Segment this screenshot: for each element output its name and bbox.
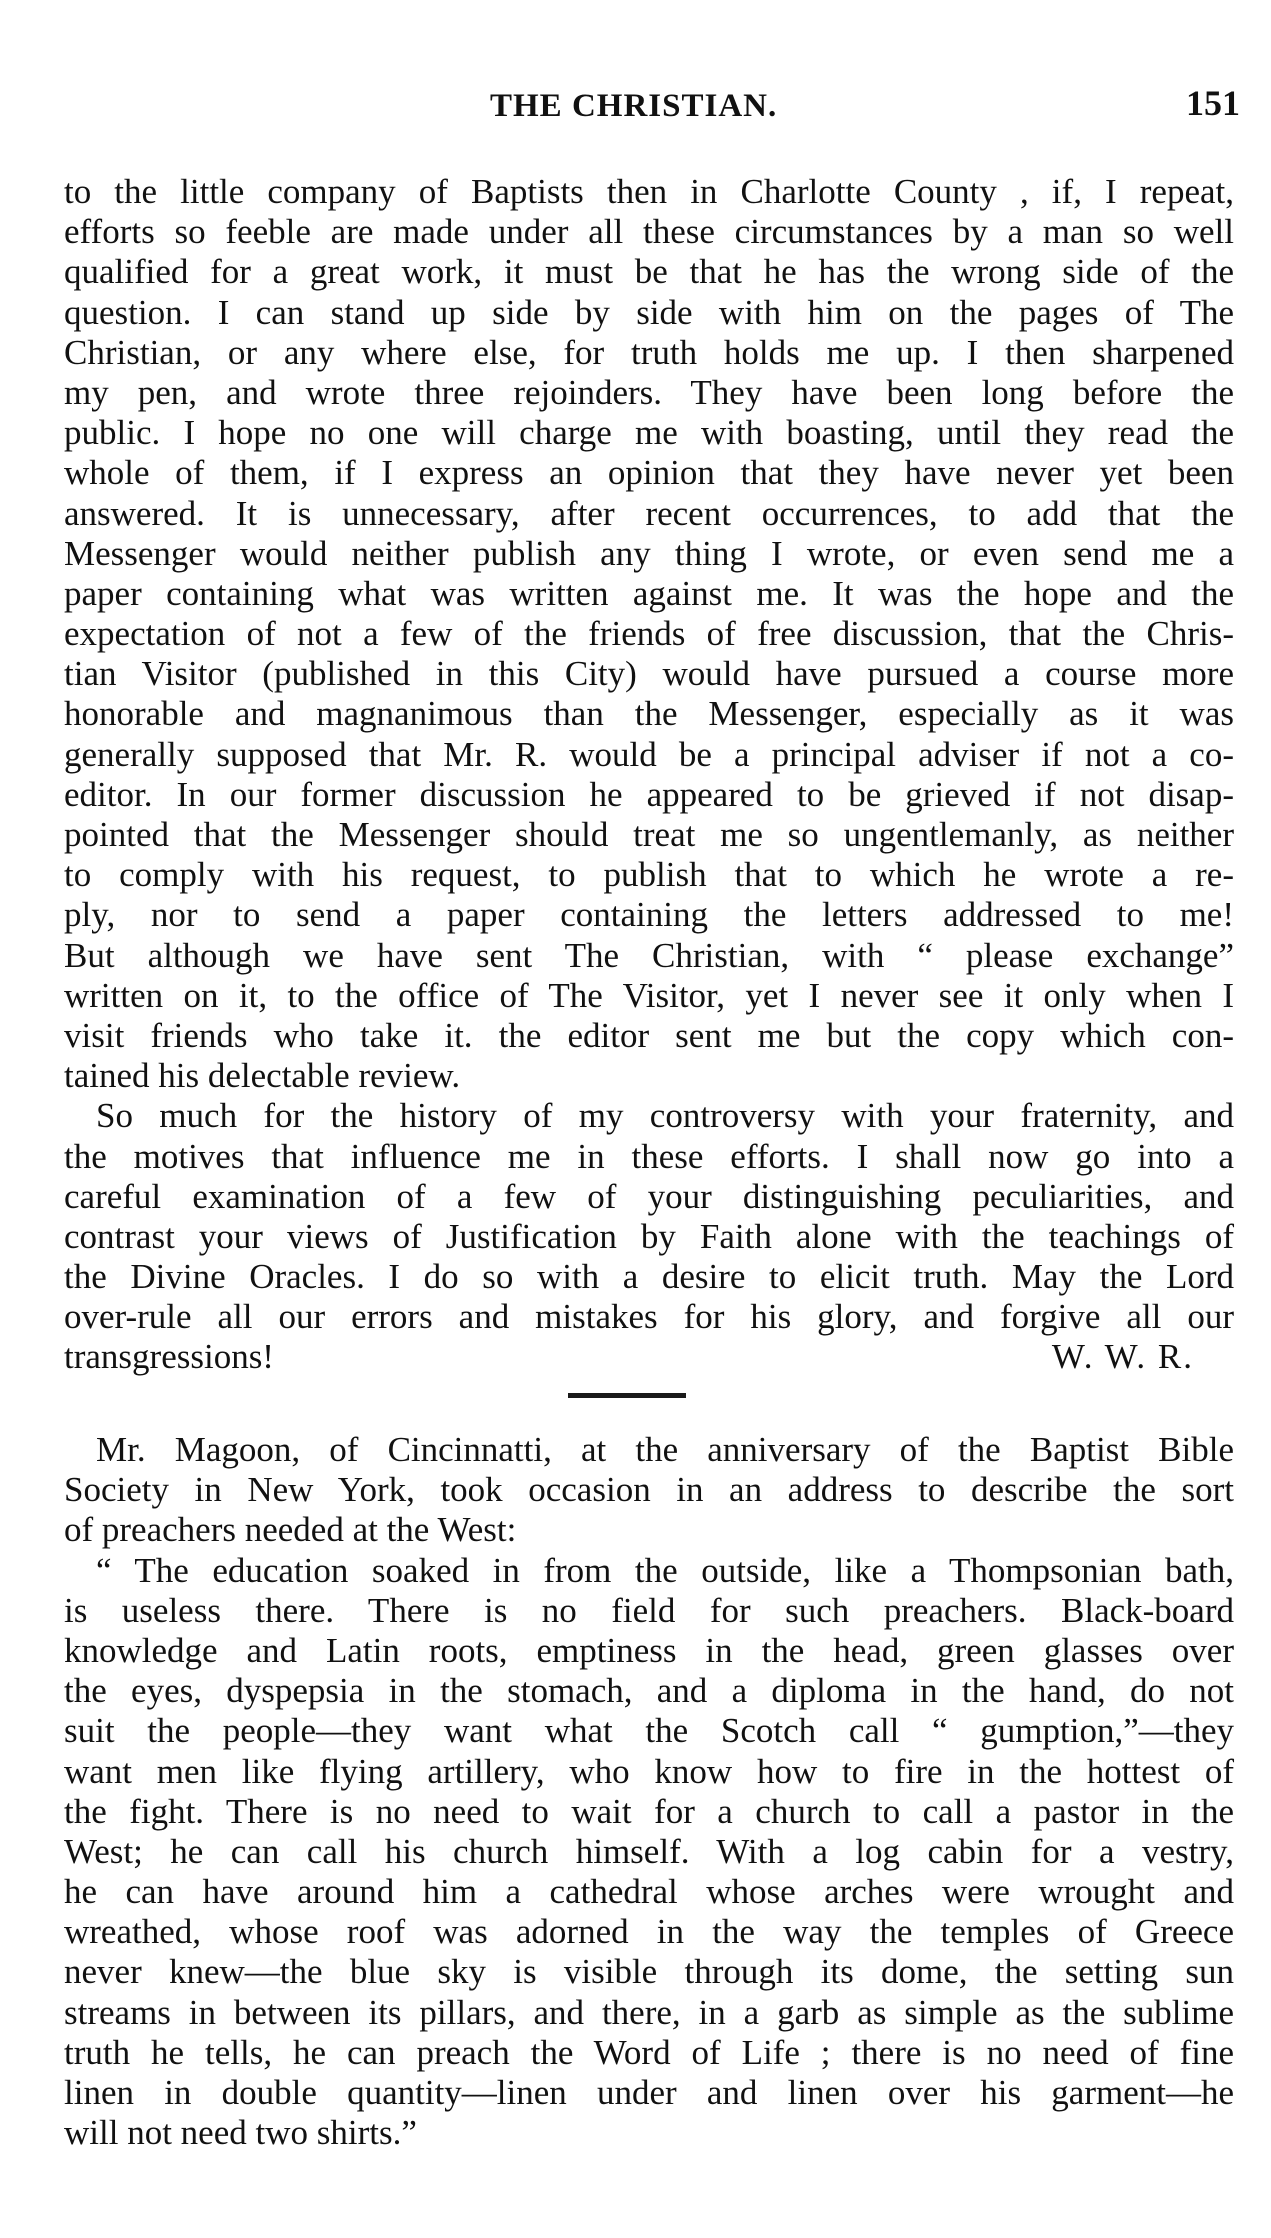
paragraph-2	[64, 1096, 1234, 1377]
text-line: written on it, to the office of The Visitor, yet I never see it only when I	[64, 975, 1234, 1015]
text-line: of preachers needed at the West:	[64, 1510, 517, 1550]
paragraph-1	[64, 172, 1234, 1096]
text-line: to the little company of Baptists then in Charlotte County , if, I repeat,	[64, 172, 1234, 211]
text-line: Christian, or any where else, for truth holds me up. I then sharpened	[64, 332, 1234, 372]
text-line: the fight. There is no need to wait for a church to call a pastor in the	[64, 1791, 1234, 1831]
running-head	[60, 83, 1240, 138]
text-line: the Divine Oracles. I do so with a desire to elicit truth. May the Lord	[64, 1257, 1234, 1297]
text-line: paper containing what was written against me. It was the hope and the	[64, 573, 1234, 613]
text-line: the eyes, dyspepsia in the stomach, and a diploma in the hand, do not	[64, 1671, 1234, 1711]
text-line: contrast your views of Justification by Faith alone with the teachings of	[64, 1216, 1234, 1256]
text-line: is useless there. There is no field for such preachers. Black-board	[64, 1590, 1234, 1630]
text-line: visit friends who take it. the editor sent me but the copy which con-	[64, 1015, 1234, 1055]
section-divider	[568, 1393, 686, 1398]
text-line: to comply with his request, to publish that to which he wrote a re-	[64, 855, 1234, 895]
text-line: the motives that influence me in these efforts. I shall now go into a	[64, 1136, 1234, 1176]
text-line: ply, nor to send a paper containing the letters addressed to me!	[64, 895, 1234, 935]
text-line: truth he tells, he can preach the Word of Life ; there is no need of fine	[64, 2032, 1234, 2072]
text-line: he can have around him a cathedral whose arches were wrought and	[64, 1872, 1234, 1912]
text-line: will not need two shirts.”	[64, 2113, 417, 2153]
text-line: Mr. Magoon, of Cincinnatti, at the anniversary of the Baptist Bible	[96, 1430, 1234, 1469]
article-continuation	[64, 172, 1234, 1378]
text-line: careful examination of a few of your distinguishing peculiarities, and	[64, 1176, 1234, 1216]
text-line: pointed that the Messenger should treat me so ungentlemanly, as neither	[64, 815, 1234, 854]
text-line: honorable and magnanimous than the Messenger, especially as it was	[64, 694, 1234, 734]
author-signature: W. W. R.	[1051, 1337, 1194, 1377]
text-line: “ The education soaked in from the outside, like a Thompsonian bath,	[96, 1550, 1234, 1590]
text-line: tian Visitor (published in this City) would have pursued a course more	[64, 654, 1234, 694]
text-line: linen in double quantity—linen under and linen over his garment—he	[64, 2073, 1234, 2112]
closing-line	[64, 1337, 1234, 1377]
quote-paragraph	[64, 1551, 1234, 2154]
text-line: expectation of not a few of the friends of free discussion, that the Chris-	[64, 614, 1234, 654]
page-number: 151	[1186, 83, 1240, 123]
text-line: generally supposed that Mr. R. would be a principal adviser if not a co-	[64, 734, 1234, 774]
text-line: efforts so feeble are made under all these circumstances by a man so well	[64, 212, 1234, 252]
closing-text: transgressions!	[64, 1337, 274, 1377]
text-line: tained his delectable review.	[64, 1056, 461, 1096]
text-line: whole of them, if I express an opinion that they have never yet been	[64, 453, 1234, 493]
text-line: streams in between its pillars, and there, in a garb as simple as the sublime	[64, 1992, 1234, 2032]
text-line: qualified for a great work, it must be that he has the wrong side of the	[64, 252, 1234, 292]
intro-paragraph	[64, 1430, 1234, 1551]
text-line: So much for the history of my controversy with your fraternity, and	[96, 1096, 1234, 1136]
text-line: Messenger would neither publish any thing I wrote, or even send me a	[64, 533, 1234, 573]
text-line: Society in New York, took occasion in an address to describe the sort	[64, 1470, 1234, 1510]
running-title: THE CHRISTIAN.	[490, 88, 778, 124]
text-line: answered. It is unnecessary, after recent occurrences, to add that the	[64, 493, 1234, 533]
text-line: never knew—the blue sky is visible through its dome, the setting sun	[64, 1952, 1234, 1992]
text-line: public. I hope no one will charge me with boasting, until they read the	[64, 413, 1234, 453]
text-line: wreathed, whose roof was adorned in the way the temples of Greece	[64, 1912, 1234, 1952]
text-line: suit the people—they want what the Scotch call “ gumption,”—they	[64, 1711, 1234, 1751]
text-line: editor. In our former discussion he appeared to be grieved if not disap-	[64, 774, 1234, 814]
article-magoon	[64, 1430, 1234, 2153]
text-line: over-rule all our errors and mistakes for his glory, and forgive all our	[64, 1297, 1234, 1337]
text-line: West; he can call his church himself. With a log cabin for a vestry,	[64, 1831, 1234, 1871]
text-line: want men like flying artillery, who know how to fire in the hottest of	[64, 1751, 1234, 1791]
text-line: But although we have sent The Christian, with “ please exchange”	[64, 935, 1234, 975]
text-line: my pen, and wrote three rejoinders. They have been long before the	[64, 372, 1234, 412]
text-line: question. I can stand up side by side with him on the pages of The	[64, 292, 1234, 332]
text-line: knowledge and Latin roots, emptiness in the head, green glasses over	[64, 1630, 1234, 1670]
